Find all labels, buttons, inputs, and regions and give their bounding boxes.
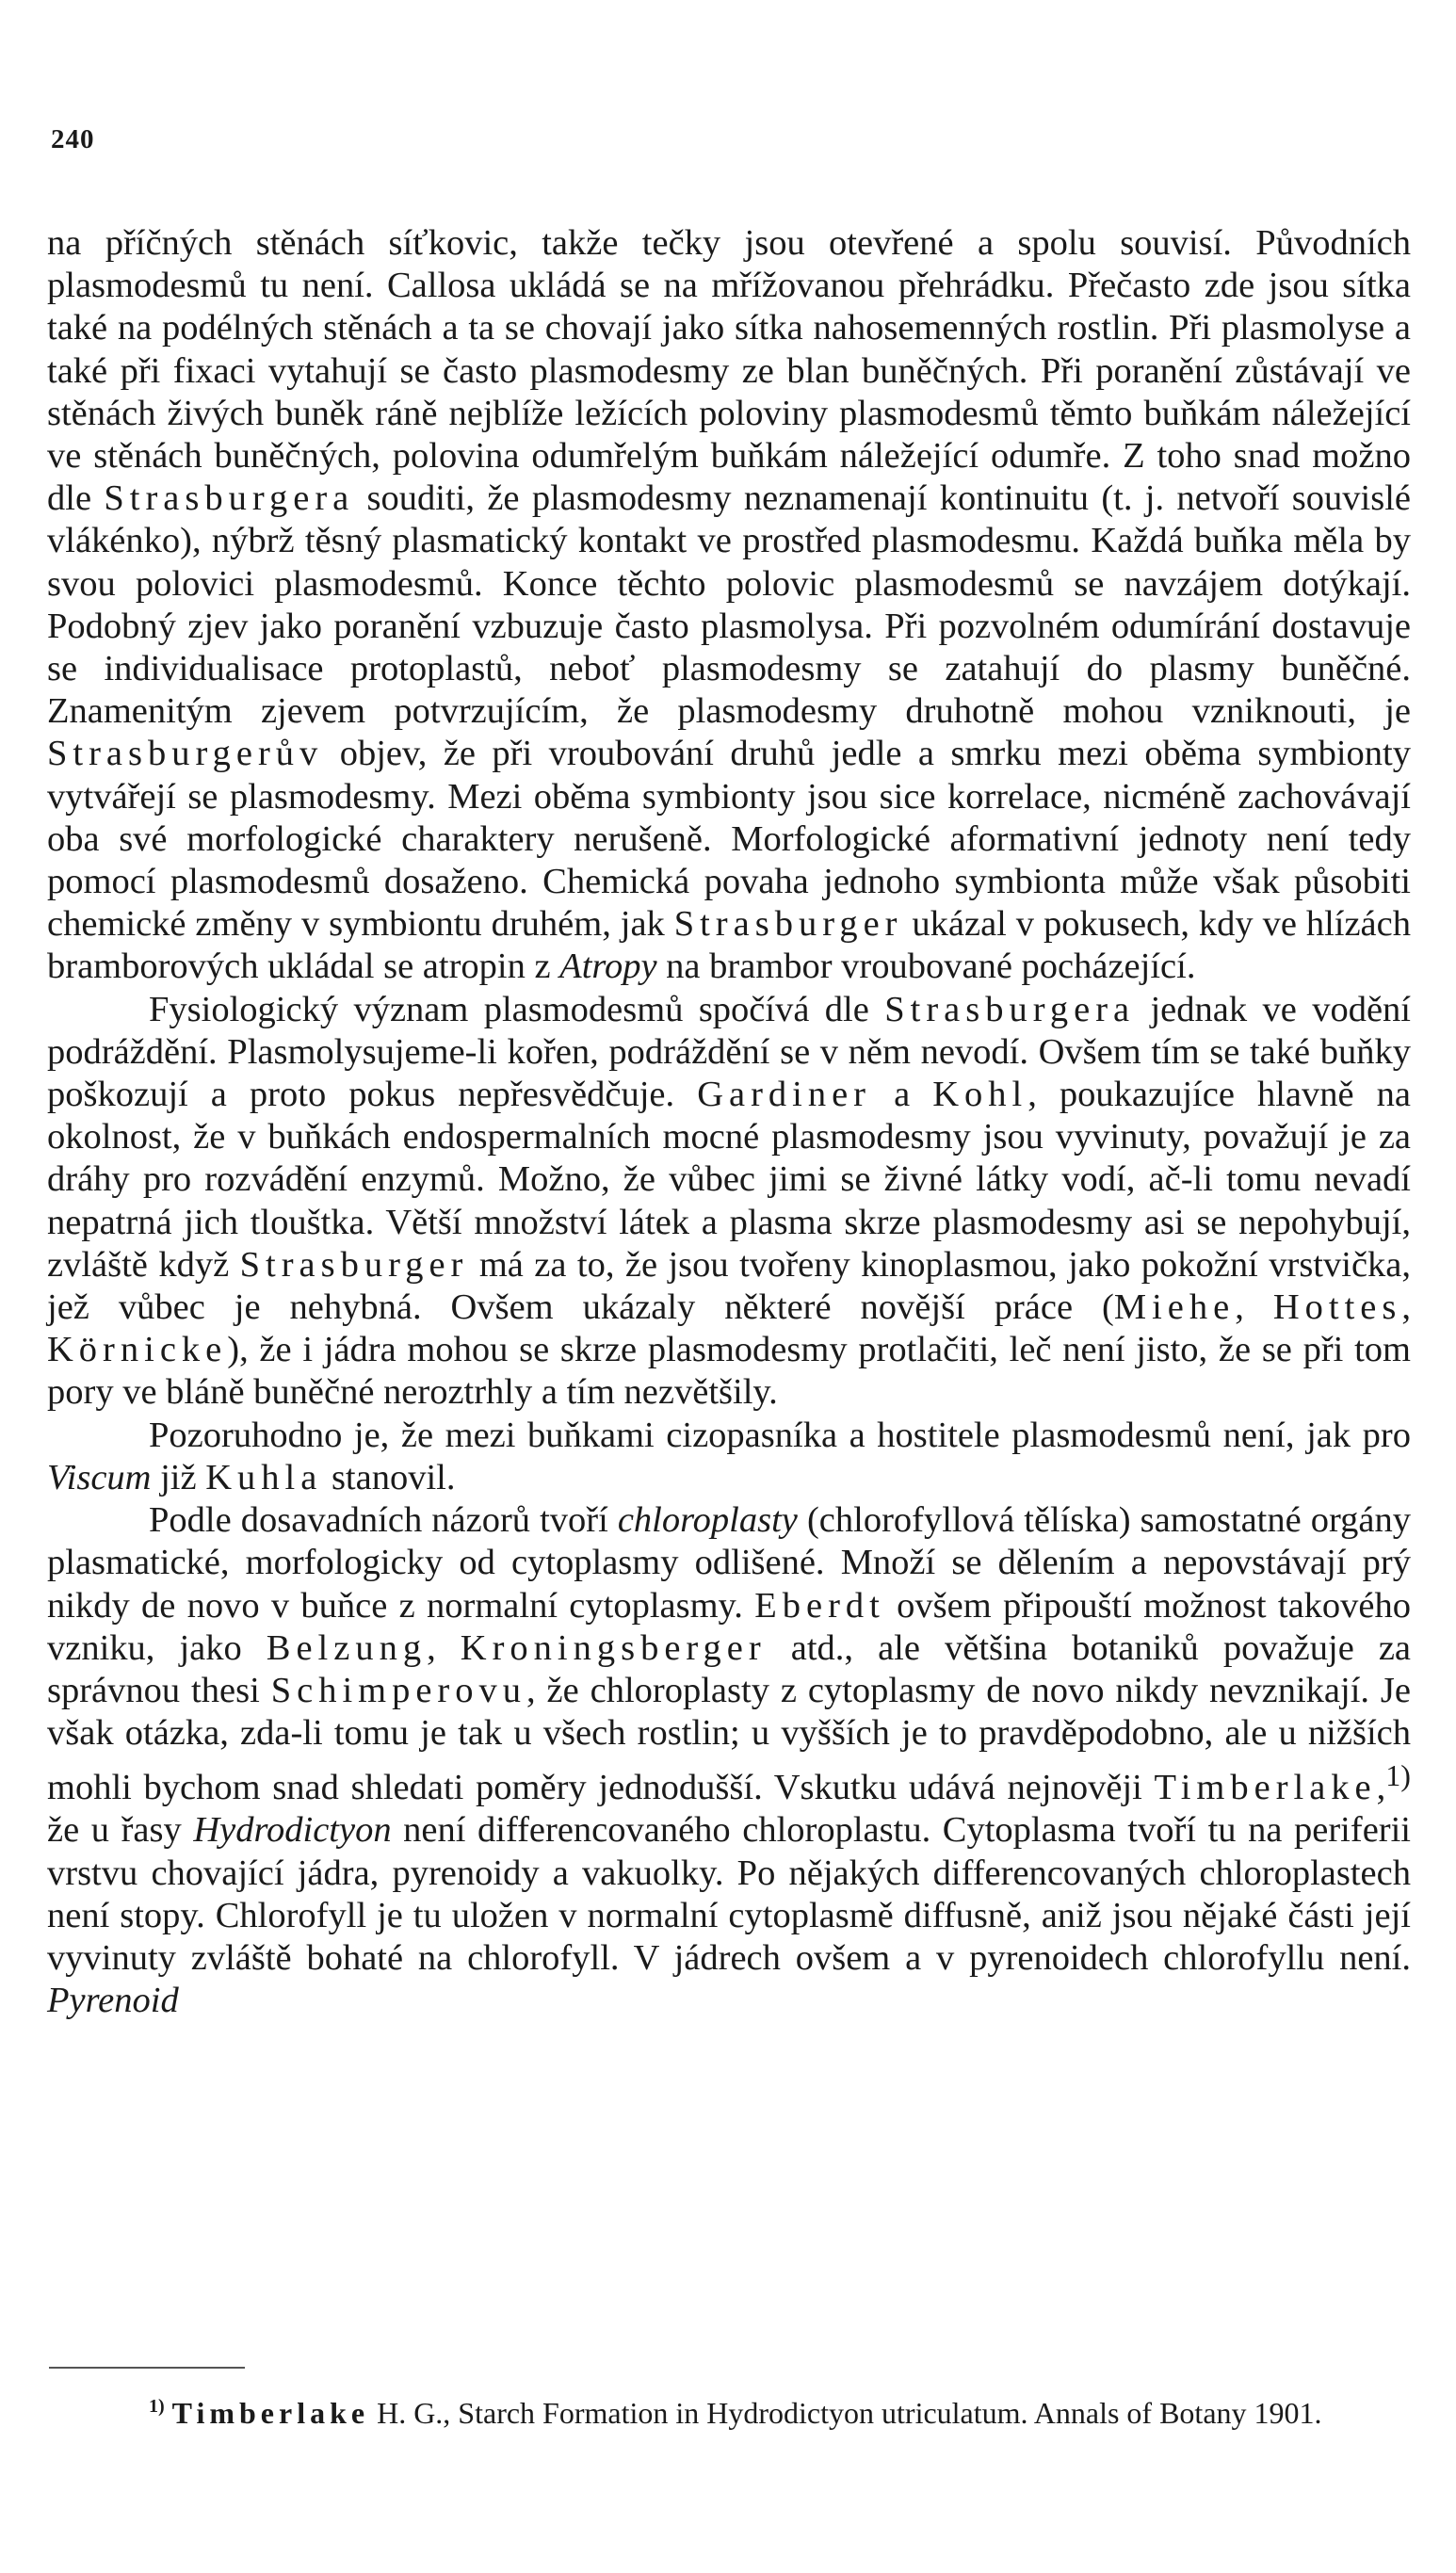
text-run: , že chloroplasty z cytoplasmy de novo nikdy nevznikají. Je však otázka, zda-li tomu je tak u všech rostlin; u vyšších je to pravděpodobno, ale u nižších mohli bychom snad shledati poměry jednodušší. Vskutku udává nejnověji — [47, 1670, 1411, 1808]
text-run: objev, že při vroubování druhů jedle a smrku mezi oběma symbionty vytvářejí se plasmodesmy. Mezi oběma symbionty jsou sice korrelace, nicméně zachovávají oba své morfologické charaktery nerušeně. Morfologické aformativní jednoty není tedy pomocí plasmodesmů dosaženo. Chemická povaha jednoho symbionta může však působiti chemické změny v symbiontu druhém, jak — [47, 734, 1411, 945]
text-run: a — [871, 1075, 933, 1115]
italic-term: Atropy — [559, 947, 657, 987]
author-name: Belzung — [266, 1627, 428, 1668]
text-run: jednak ve vodění podráždění. Plasmolysujeme-li kořen, podráždění se v něm nevodí. Ovšem tím se také buňky poškozují a proto pokus nepřesvědčuje. — [47, 989, 1411, 1115]
author-name: Timberlake — [1154, 1768, 1377, 1808]
author-name: Körnicke — [47, 1330, 228, 1370]
text-run: Pozoruhodno je, že mezi buňkami cizopasníka a hostitele plasmodesmů není, jak pro — [149, 1415, 1411, 1455]
text-run: stanovil. — [322, 1457, 456, 1497]
text-run: , poukazujíce hlavně na okolnost, že v buňkách endospermalních mocné plasmodesmy jsou vyvinuty, považují je za dráhy pro rozvádění enzymů. Možno, že vůbec jimi se živné látky vodí, ač-li tomu nevadí nepatrná jich tlouštka. Větší množství látek a plasma skrze plasmodesmy asi se nepohybují, zvláště když — [47, 1075, 1411, 1285]
text-run: , — [1376, 1768, 1386, 1808]
author-name: Strasburgerův — [47, 734, 324, 774]
italic-term: Pyrenoid — [47, 1981, 179, 2021]
text-run: ukázal v pokusech, kdy ve hlízách bramborových ukládal se atropin z — [47, 904, 1411, 987]
author-name: Miehe — [1113, 1287, 1236, 1328]
text-run: , — [1401, 1287, 1411, 1328]
paragraph — [47, 1499, 1411, 2022]
text-run: Fysiologický význam plasmodesmů spočívá dle — [149, 989, 885, 1029]
footnote-divider — [49, 2367, 245, 2369]
author-name: Strasburger — [673, 904, 903, 945]
author-name: Strasburgera — [104, 478, 355, 519]
text-run: atd., ale většina botaniků považuje za správnou thesi — [47, 1627, 1412, 1710]
author-name: Eberdt — [754, 1585, 885, 1626]
text-run: ), že i jádra mohou se skrze plasmodesmy protlačiti, leč není jisto, že se při tom pory ve bláně buněčné neroztrhly a tím nezvětšily. — [47, 1330, 1411, 1413]
body-text — [47, 222, 1411, 2022]
author-name: Kuhla — [205, 1457, 323, 1497]
text-run: má za to, že jsou tvořeny kinoplasmou, jako pokožní vrstvička, jež vůbec je nehybná. Ovšem ukázaly některé novější práce ( — [47, 1244, 1411, 1328]
text-run: již — [151, 1457, 206, 1497]
text-run: na příčných stěnách síťkovic, takže tečky jsou otevřené a spolu souvisí. Původních plasmodesmů tu není. Callosa ukládá se na mřížovanou přehrádku. Přečasto zde jsou sítka také na podélných stěnách a ta se chovají jako sítka nahosemenných rostlin. Při plasmolyse a také při fixaci vytahují se často plasmodesmy ze blan buněčných. Při poranění zůstávají ve stěnách živých buněk ráně nejblíže ležících poloviny plasmodesmů těmto buňkám náležející ve stěnách buněčných, polovina odumřelým buňkám náležející odumře. Z toho snad možno dle — [47, 223, 1411, 519]
footnote-text: H. G., Starch Formation in Hydrodictyon utriculatum. Annals of Botany 1901. — [369, 2396, 1322, 2430]
author-name: Schimperovu — [270, 1670, 526, 1710]
footnote-reference: 1) — [1385, 1758, 1411, 1793]
author-name: Strasburgera — [884, 989, 1136, 1029]
italic-term: Hydrodictyon — [193, 1810, 392, 1851]
text-run: není differencovaného chloroplastu. Cytoplasma tvoří tu na periferii vrstvu chovající jádra, pyrenoidy a vakuolky. Po nějakých differencovaných chloroplastech není stopy. Chlorofyll je tu uložen v normalní cytoplasmě diffusně, aniž jsou nějaké části její vyvinuty zvláště bohaté na chlorofyll. V jádrech ovšem a v pyrenoidech chlorofyllu není. — [47, 1810, 1411, 1978]
footnote-marker: 1) — [149, 2396, 165, 2417]
text-run: ovšem připouští možnost takového vzniku, jako — [47, 1585, 1412, 1668]
paragraph — [47, 1415, 1411, 1499]
author-name: Hottes — [1272, 1287, 1402, 1328]
author-name: Strasburger — [239, 1244, 469, 1285]
text-run: , — [1235, 1287, 1273, 1328]
italic-term: Viscum — [47, 1457, 152, 1497]
text-run: (chlorofyllová tělíska) samostatné orgány plasmatické, morfologicky od cytoplasmy odlišené. Množí se dělením a nepovstávají prý nikdy de novo v buňce z normalní cytoplasmy. — [47, 1500, 1411, 1626]
author-name: Kroningsberger — [460, 1627, 767, 1668]
footnote — [47, 2388, 1411, 2432]
author-name: Kohl — [932, 1075, 1028, 1115]
text-run: na brambor vroubované pocházející. — [656, 947, 1196, 987]
text-run: , — [427, 1627, 461, 1668]
footnote-author: Timberlake — [171, 2396, 370, 2430]
page-number: 240 — [51, 124, 95, 154]
italic-term: chloroplasty — [617, 1500, 798, 1541]
text-run: souditi, že plasmodesmy neznamenají kontinuitu (t. j. netvoří souvislé vlákénko), nýbrž těsný plasmatický kontakt ve prostřed plasmodesmu. Každá buňka měla by svou polovici plasmodesmů. Konce těchto polovic plasmodesmů se navzájem dotýkají. Podobný zjev jako poranění vzbuzuje často plasmolysa. Při pozvolném odumírání dostavuje se individualisace protoplastů, neboť plasmodesmy se zatahují do plasmy buněčné. Znamenitým zjevem potvrzujícím, že plasmodesmy druhotně mohou vzniknouti, je — [47, 478, 1411, 732]
paragraph — [47, 989, 1411, 1415]
author-name: Gardiner — [697, 1075, 872, 1115]
paragraph — [47, 222, 1411, 989]
text-run: Podle dosavadních názorů tvoří — [149, 1500, 618, 1541]
text-run: že u řasy — [47, 1810, 194, 1851]
